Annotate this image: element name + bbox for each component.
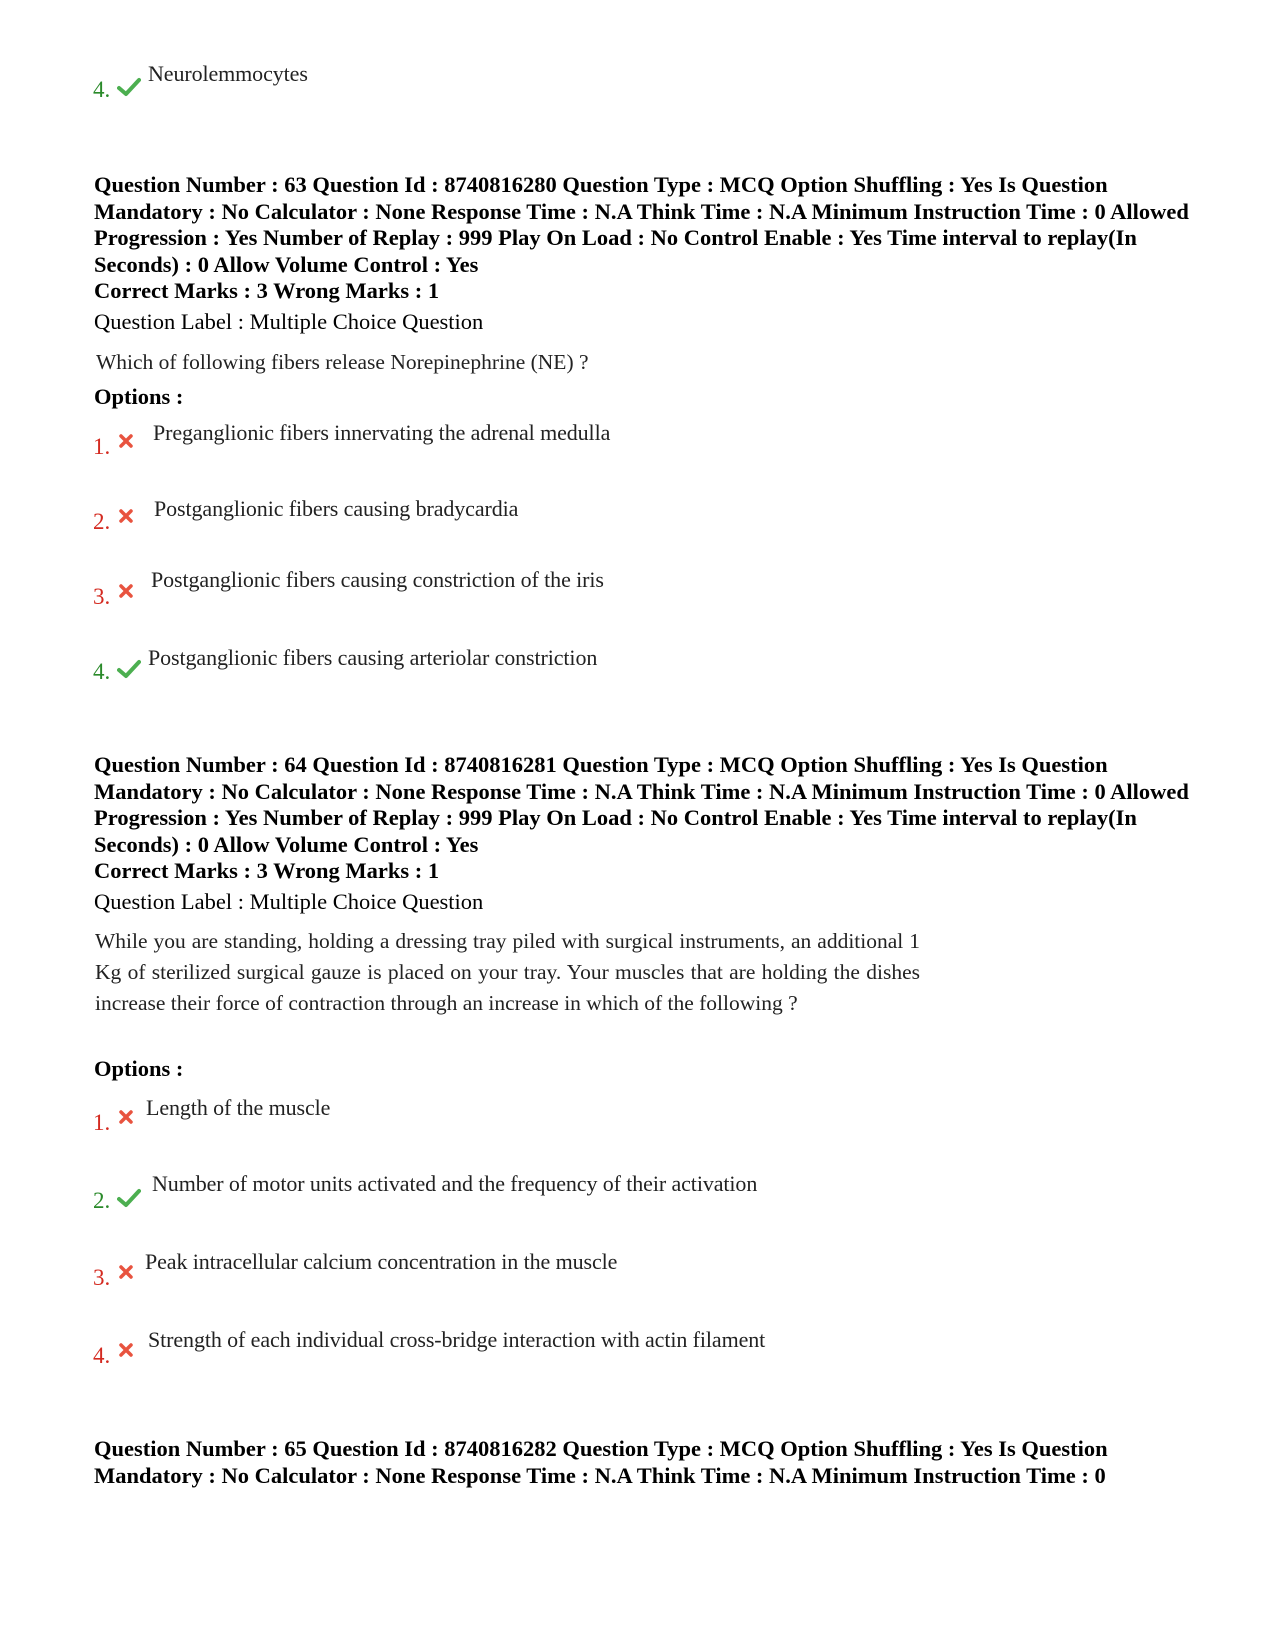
option-text: Neurolemmocytes	[148, 61, 308, 86]
option-text: Strength of each individual cross-bridge interaction with actin filament	[148, 1327, 766, 1352]
check-icon	[117, 1188, 141, 1208]
check-icon	[117, 659, 141, 679]
question-marks: Correct Marks : 3 Wrong Marks : 1	[94, 278, 440, 303]
cross-icon	[119, 1343, 133, 1357]
cross-icon	[119, 1265, 133, 1279]
question-label: Question Label : Multiple Choice Question	[94, 889, 484, 914]
option-number: 3.	[93, 584, 111, 609]
options-header: Options :	[94, 384, 184, 409]
question-label: Question Label : Multiple Choice Question	[94, 309, 484, 334]
check-icon	[117, 77, 141, 97]
option-number: 4.	[93, 1343, 111, 1368]
cross-icon	[119, 1110, 133, 1124]
option-text: Postganglionic fibers causing arteriolar constriction	[148, 645, 598, 670]
option-number: 2.	[93, 509, 111, 534]
option-number: 4.	[93, 77, 111, 102]
question-meta: Question Number : 65 Question Id : 8740816282 Question Type : MCQ Option Shuffling : Yes Is Question Mandatory : No Calculator : None Response Time : N.A Think Time : N.A Minimum Instruction Time : 0	[94, 1436, 1108, 1488]
option-number: 3.	[93, 1265, 111, 1290]
option-number: 4.	[93, 659, 111, 684]
question-marks: Correct Marks : 3 Wrong Marks : 1	[94, 858, 440, 883]
option-text: Postganglionic fibers causing bradycardia	[154, 496, 519, 521]
cross-icon	[119, 509, 133, 523]
option-number: 1.	[93, 434, 111, 459]
option-text: Postganglionic fibers causing constriction of the iris	[151, 567, 604, 592]
question-meta: Question Number : 63 Question Id : 8740816280 Question Type : MCQ Option Shuffling : Yes Is Question Mandatory : No Calculator : None Response Time : N.A Think Time : N.A Minimum Instruction Time : 0 Allowed Progression : Yes Number of Replay : 999 Play On Load : No Control Enable : Yes Time interval to replay(In Seconds) : 0 Allow Volume Control : Yes	[94, 172, 1189, 277]
option-text: Preganglionic fibers innervating the adrenal medulla	[153, 420, 611, 445]
option-number: 1.	[93, 1110, 111, 1135]
option-text: Number of motor units activated and the frequency of their activation	[152, 1171, 758, 1196]
option-text: Length of the muscle	[146, 1095, 331, 1120]
cross-icon	[119, 584, 133, 598]
question-text: While you are standing, holding a dressing tray piled with surgical instruments, an additional 1 Kg of sterilized surgical gauze is placed on your tray. Your muscles that are holding the dishes increase their force of contraction through an increase in which of the following ?	[95, 929, 920, 1015]
options-header: Options :	[94, 1056, 184, 1081]
option-number: 2.	[93, 1188, 111, 1213]
cross-icon	[119, 434, 133, 448]
question-meta: Question Number : 64 Question Id : 8740816281 Question Type : MCQ Option Shuffling : Yes Is Question Mandatory : No Calculator : None Response Time : N.A Think Time : N.A Minimum Instruction Time : 0 Allowed Progression : Yes Number of Replay : 999 Play On Load : No Control Enable : Yes Time interval to replay(In Seconds) : 0 Allow Volume Control : Yes	[94, 752, 1189, 857]
option-text: Peak intracellular calcium concentration in the muscle	[145, 1249, 618, 1274]
question-text: Which of following fibers release Norepinephrine (NE) ?	[96, 350, 589, 374]
